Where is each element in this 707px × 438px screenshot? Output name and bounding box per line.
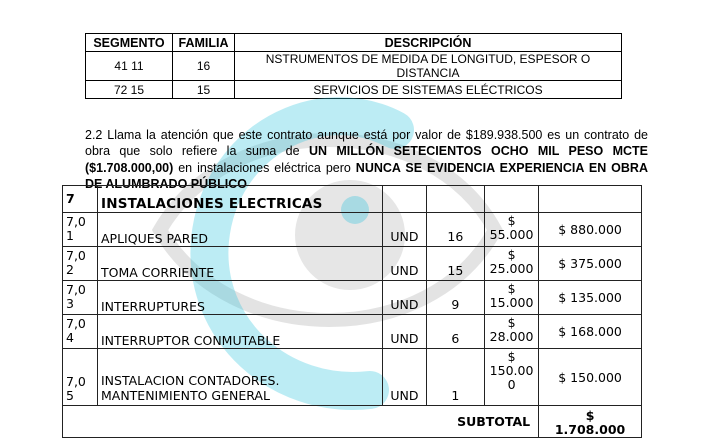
item-unit: UND [383,213,426,247]
item-total: $ 880.000 [539,213,642,247]
paragraph-text-2: en instalaciones eléctrica pero [173,160,356,175]
descripcion-cell: SERVICIOS DE SISTEMAS ELÉCTRICOS [235,81,622,99]
item-total: $ 168.000 [539,315,642,349]
item-total: $ 150.000 [539,349,642,406]
item-total: $ 375.000 [539,247,642,281]
item-description: INTERRUPTURES [97,281,382,315]
header-familia: FAMILIA [173,34,235,52]
item-number: 7,0 3 [63,281,98,315]
item-description: INSTALACION CONTADORES. MANTENIMIENTO GENERAL [97,349,382,406]
item-description: TOMA CORRIENTE [97,247,382,281]
item-unit: UND [383,281,426,315]
familia-cell: 16 [173,52,235,81]
item-unit: UND [383,315,426,349]
item-quantity: 16 [426,213,484,247]
observation-paragraph [85,127,648,193]
paragraph-text-1: 2.2 Llama la atención que este contrato aunque está por valor de $189.938.500 es un contrato de obra que solo refiere la suma de [85,127,648,158]
item-number: 7,0 5 [63,349,98,406]
table-row [86,81,622,99]
table-row [63,349,642,406]
item-unit-price: $ 15.000 [485,281,539,315]
paragraph-bold-amount: UN MILLÓN SETECIENTOS OCHO MIL PESO MCTE ($1.708.000,00) [85,144,648,175]
item-unit: UND [383,349,426,406]
familia-cell: 15 [173,81,235,99]
item-quantity: 1 [426,349,484,406]
item-unit: UND [383,247,426,281]
table-row [63,213,642,247]
installations-header-row [63,186,642,213]
segment-table [85,33,622,99]
item-number: 7,0 2 [63,247,98,281]
paragraph-bold-warning: NUNCA SE EVIDENCIA EXPERIENCIA EN OBRA DE ALUMBRADO PÚBLICO [85,160,648,191]
item-unit-price: $ 28.000 [485,315,539,349]
header-segmento: SEGMENTO [86,34,173,52]
segmento-cell: 72 15 [86,81,173,99]
item-description: INTERRUPTOR CONMUTABLE [97,315,382,349]
item-quantity: 6 [426,315,484,349]
item-number: 7,0 1 [63,213,98,247]
item-unit-price: $ 150.00 0 [485,349,539,406]
table-row [63,315,642,349]
segment-table-header [86,34,622,52]
item-unit-price: $ 55.000 [485,213,539,247]
item-number: 7,0 4 [63,315,98,349]
subtotal-label: SUBTOTAL [63,406,539,438]
item-unit-price: $ 25.000 [485,247,539,281]
subtotal-value: $ 1.708.000 [539,406,642,438]
section-number: 7 [63,186,98,213]
table-row [86,52,622,81]
item-description: APLIQUES PARED [97,213,382,247]
item-quantity: 9 [426,281,484,315]
descripcion-cell: NSTRUMENTOS DE MEDIDA DE LONGITUD, ESPESOR O DISTANCIA [235,52,622,81]
installations-table [62,185,642,438]
table-row [63,281,642,315]
subtotal-row [63,406,642,438]
segmento-cell: 41 11 [86,52,173,81]
item-total: $ 135.000 [539,281,642,315]
header-descripcion: DESCRIPCIÓN [235,34,622,52]
section-title: INSTALACIONES ELECTRICAS [97,186,382,213]
item-quantity: 15 [426,247,484,281]
table-row [63,247,642,281]
